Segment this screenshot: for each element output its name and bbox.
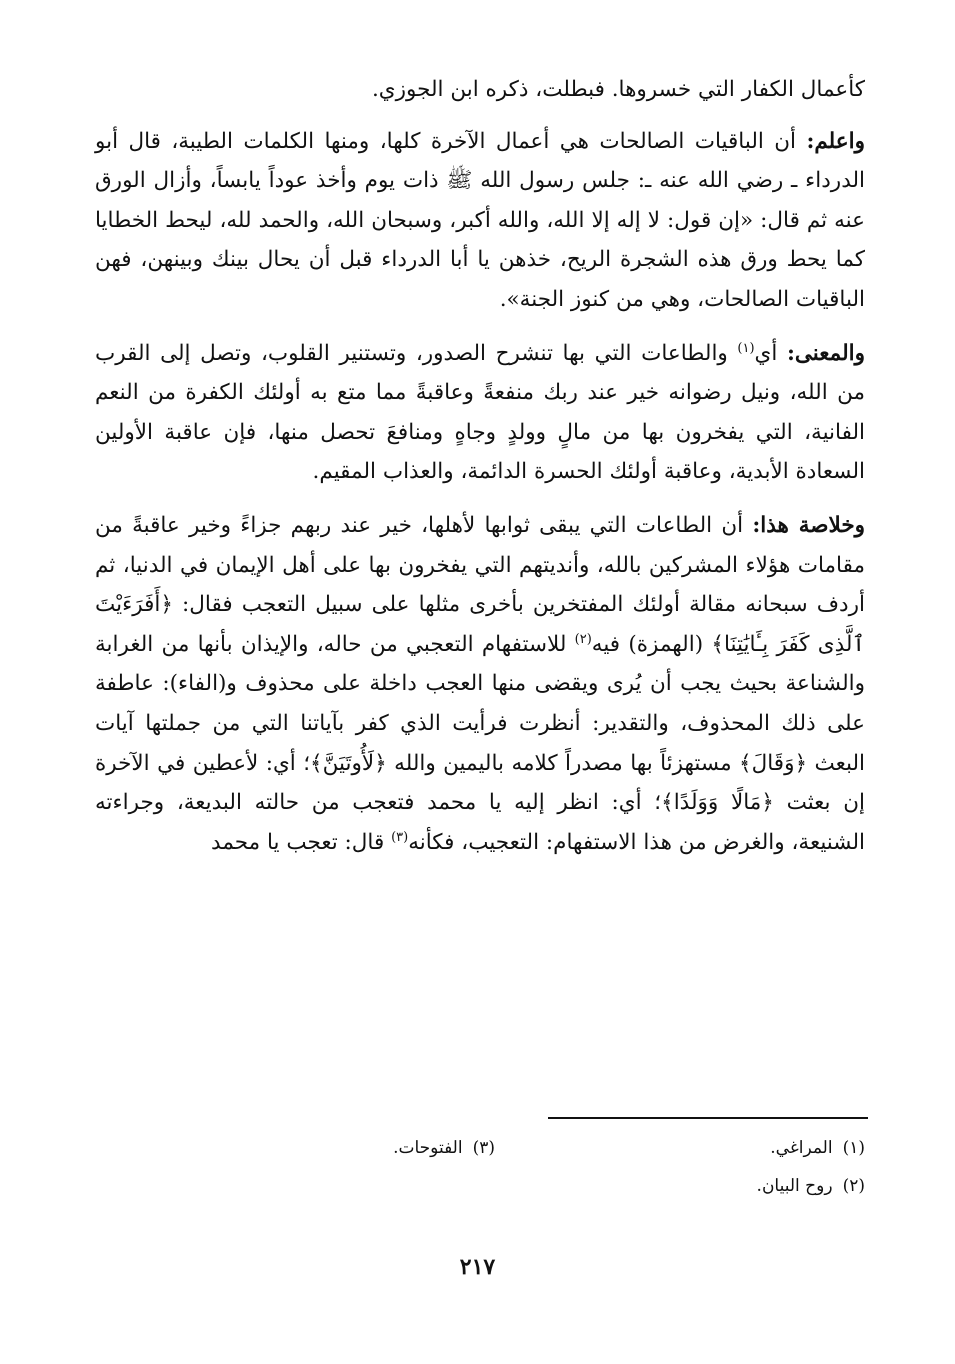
paragraph-3 <box>95 334 865 492</box>
footnote-ref-3[interactable]: (٣) <box>391 829 409 845</box>
paragraph-4-text-mid: للاستفهام التعجبي من حاله، والإيذان بأنها من الغرابة والشناعة بحيث يجب أن يُرى ويقضى منها العجب داخلة على محذوف و(الفاء): عاطفة على ذلك المحذوف، والتقدير: أنظرت فرأيت الذي كفر بآياتنا التي من جملتها آيات البعث ﴿وَقَالَ﴾ مستهزئاً بها مصدراً كلامه باليمين والله ﴿لَأُوتَيَنَّ﴾؛ أي: لأعطين في الآخرة إن بعثت ﴿مَالًا وَوَلَدًا﴾؛ أي: انظر إليه يا محمد فتعجب من حالته البديعة، وجراءته الشنيعة، والغرض من هذا الاستفهام: التعجيب، فكأنه <box>95 631 865 855</box>
footnote-2-text: روح البيان. <box>756 1176 833 1196</box>
footnote-2-number: (٢) <box>842 1176 865 1196</box>
paragraph-3-text: والطاعات التي بها تنشرح الصدور، وتستنير القلوب، وتصل إلى القرب من الله، ونيل رضوانه خير عند ربك منفعةً وعاقبةً مما متع به أولئك الكفرة من النعم الفانية، التي يفخرون بها من مالٍ وولدٍ وجاهٍ ومنافعَ تحصل منها، فإن عاقبة الأولين السعادة الأبدية، وعاقبة أولئك الحسرة الدائمة، والعذاب المقيم. <box>95 340 865 485</box>
paragraph-4-text-before: أن الطاعات التي يبقى ثوابها لأهلها، خير عند ربهم جزاءً وخير عاقبةً من مقامات هؤلاء المشركين بالله، وأنديتهم التي يفخرون بها على أهل الإيمان في الدنيا، ثم أردف سبحانه مقالة أولئك المفتخرين بأخرى مثلها على سبيل التعجب فقال: ﴿أَفَرَءَيْتَ ٱلَّذِى كَفَرَ بِـَٔايَٰتِنَا﴾ (الهمزة) فيه <box>95 512 866 657</box>
footnote-ref-2[interactable]: (٢) <box>574 631 592 647</box>
main-text <box>95 70 865 876</box>
footnote-ref-1[interactable]: (١) <box>737 340 755 356</box>
paragraph-2 <box>95 122 865 320</box>
paragraph-4-text: قال: تعجب يا محمد <box>211 829 392 855</box>
footnote-3 <box>125 1132 495 1170</box>
footnotes <box>95 1132 865 1208</box>
paragraph-3-text-before: أي <box>754 340 787 366</box>
paragraph-1 <box>95 70 865 110</box>
footnote-3-number: (٣) <box>472 1138 495 1158</box>
paragraph-1-text: كأعمال الكفار التي خسروها. فبطلت، ذكره ابن الجوزي. <box>371 77 865 102</box>
footnote-1-number: (١) <box>842 1138 865 1158</box>
paragraph-2-lead: واعلم: <box>806 128 865 154</box>
page-number: ٢١٧ <box>459 1254 496 1280</box>
paragraph-3-lead: والمعنى: <box>786 340 865 366</box>
footnote-1 <box>495 1132 865 1170</box>
footnote-row-1 <box>95 1132 865 1170</box>
footnote-divider <box>548 1117 868 1119</box>
paragraph-4 <box>95 506 865 862</box>
paragraph-4-lead: وخلاصة هذا: <box>752 512 865 538</box>
footnote-1-text: المراغي. <box>770 1138 833 1158</box>
footnote-3-text: الفتوحات. <box>393 1138 463 1158</box>
paragraph-2-text: أن الباقيات الصالحات هي أعمال الآخرة كلها، ومنها الكلمات الطيبة، قال أبو الدرداء ـ رضي الله عنه ـ: جلس رسول الله ﷺ ذات يوم وأخذ عوداً يابساً، وأزال الورق عنه ثم قال: «إن قول: لا إله إلا الله، والله أكبر، وسبحان الله، والحمد لله، ليحط الخطايا كما يحط ورق هذه الشجرة الريح، خذهن يا أبا الدرداء قبل أن يحال بينك وبينهن، فهن الباقيات الصالحات، وهي من كنوز الجنة». <box>95 128 865 312</box>
footnote-2 <box>495 1170 865 1208</box>
footnote-row-2 <box>95 1170 865 1208</box>
